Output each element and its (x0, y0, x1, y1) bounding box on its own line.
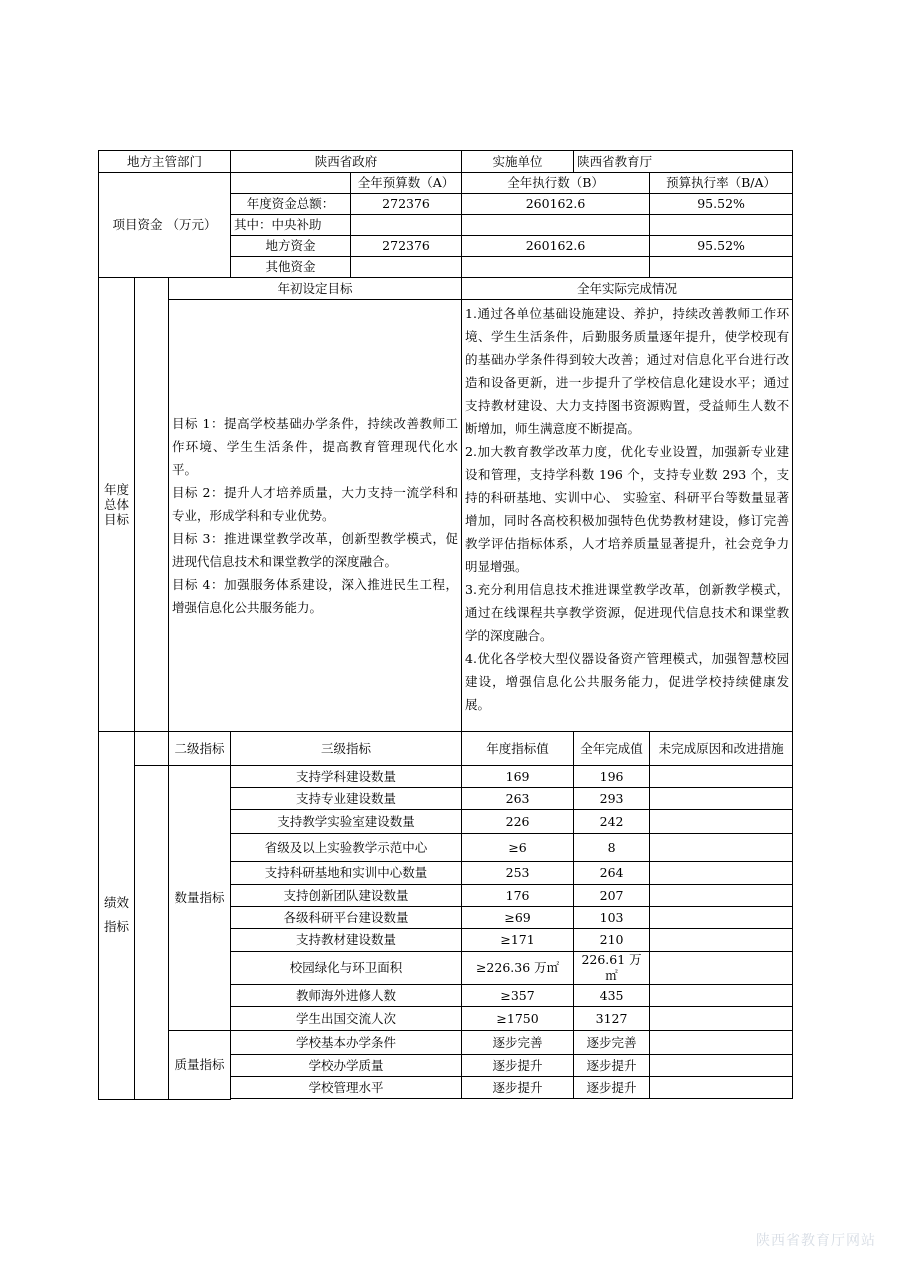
indicator-target: 169 (462, 766, 574, 788)
perf-col-target: 年度指标值 (462, 732, 574, 766)
funds-row-budget: 272376 (351, 236, 462, 257)
unit-value: 陕西省教育厅 (574, 151, 793, 173)
performance-table-document (98, 150, 792, 1100)
indicator-reason (650, 788, 793, 810)
indicator-reason (650, 885, 793, 907)
perf-spacer (135, 766, 169, 1100)
indicator-target: 逐步提升 (462, 1055, 574, 1077)
goals-actual-cell (462, 300, 793, 732)
funds-col-exec: 全年执行数（B） (462, 173, 650, 194)
quality-label: 质量指标 (169, 1031, 231, 1100)
site-watermark: 陕西省教育厅网站 (756, 1233, 876, 1249)
indicator-done: 293 (574, 788, 650, 810)
indicator-name: 教师海外进修人数 (231, 985, 462, 1007)
unit-label: 实施单位 (462, 151, 574, 173)
dept-label: 地方主管部门 (99, 151, 231, 173)
indicator-name: 学校办学质量 (231, 1055, 462, 1077)
table-row (99, 1031, 793, 1055)
result-item: 3.充分利用信息技术推进课堂教学改革，创新教学模式，通过在线课程共享教学资源，促进现代信息技术和课堂教学的深度融合。 (465, 582, 790, 643)
funds-row-budget (351, 257, 462, 278)
indicator-name: 支持教材建设数量 (231, 929, 462, 952)
cut-off-cell (231, 1099, 462, 1100)
indicator-done: 226.61 万㎡ (574, 952, 650, 985)
result-item: 4.优化各学校大型仪器设备资产管理模式，加强智慧校园建设，增强信息化公共服务能力，促进学校持续健康发展。 (465, 651, 790, 712)
indicator-done: 264 (574, 862, 650, 885)
indicator-reason (650, 985, 793, 1007)
indicator-target: 263 (462, 788, 574, 810)
indicator-name: 支持教学实验室建设数量 (231, 810, 462, 834)
perf-header-blank (135, 732, 169, 766)
indicator-reason (650, 1031, 793, 1055)
indicator-reason (650, 952, 793, 985)
indicator-reason (650, 766, 793, 788)
perf-col-done: 全年完成值 (574, 732, 650, 766)
funds-col-budget: 全年预算数（A） (351, 173, 462, 194)
indicator-name: 支持学科建设数量 (231, 766, 462, 788)
indicator-target: 逐步完善 (462, 1031, 574, 1055)
indicator-done: 196 (574, 766, 650, 788)
indicator-done: 210 (574, 929, 650, 952)
funds-row-exec (462, 257, 650, 278)
indicator-target: 逐步提升 (462, 1077, 574, 1099)
indicator-name: 支持科研基地和实训中心数量 (231, 862, 462, 885)
goal-item: 目标 3：推进课堂教学改革，创新型教学模式，促进现代信息技术和课堂教学的深度融合。 (172, 531, 459, 569)
goals-initial-cell (169, 300, 462, 732)
indicator-name: 学校基本办学条件 (231, 1031, 462, 1055)
indicator-target: 253 (462, 862, 574, 885)
cut-off-cell (650, 1099, 793, 1100)
result-item: 2.加大教育教学改革力度，优化专业设置，加强新专业建设和管理，支持学科数 196 个，支持专业数 293 个，支持的科研基地、实训中心、 实验室、科研平台等数量显著增加，同时各高校积极加强特色优势教材建设，修订完善教学评估指标体系，人才培养质量显著提升，社会竞争力明显增强。 (465, 444, 790, 574)
indicator-name: 学校管理水平 (231, 1077, 462, 1099)
indicator-done: 逐步完善 (574, 1031, 650, 1055)
goals-spacer (135, 278, 169, 732)
perf-col-level2: 二级指标 (169, 732, 231, 766)
goal-item: 目标 2：提升人才培养质量，大力支持一流学科和专业，形成学科和专业优势。 (172, 485, 459, 523)
funds-row-rate: 95.52% (650, 194, 793, 215)
quantity-label: 数量指标 (169, 766, 231, 1031)
funds-row-name: 年度资金总额： (231, 194, 351, 215)
indicator-target: ≥69 (462, 907, 574, 929)
funds-header-blank (231, 173, 351, 194)
funds-row-name: 地方资金 (231, 236, 351, 257)
indicator-reason (650, 907, 793, 929)
goals-col-actual: 全年实际完成情况 (462, 278, 793, 300)
indicator-reason (650, 1055, 793, 1077)
indicator-reason (650, 810, 793, 834)
indicator-name: 省级及以上实验教学示范中心 (231, 834, 462, 862)
indicator-target: 226 (462, 810, 574, 834)
funds-col-rate: 预算执行率（B/A） (650, 173, 793, 194)
indicator-done: 207 (574, 885, 650, 907)
header-row (99, 151, 793, 173)
indicator-done: 435 (574, 985, 650, 1007)
table-row (99, 766, 793, 788)
indicator-reason (650, 929, 793, 952)
funds-row-name: 其他资金 (231, 257, 351, 278)
indicator-name: 各级科研平台建设数量 (231, 907, 462, 929)
indicator-reason (650, 862, 793, 885)
funds-row-exec: 260162.6 (462, 236, 650, 257)
funds-row-budget: 272376 (351, 194, 462, 215)
indicator-target: ≥226.36 万㎡ (462, 952, 574, 985)
funds-row-budget (351, 215, 462, 236)
indicator-name: 校园绿化与环卫面积 (231, 952, 462, 985)
indicator-name: 学生出国交流人次 (231, 1007, 462, 1031)
goals-side-label: 年度总体目标 (99, 278, 135, 732)
goal-item: 目标 4：加强服务体系建设，深入推进民生工程，增强信息化公共服务能力。 (172, 577, 459, 615)
indicator-target: ≥6 (462, 834, 574, 862)
indicator-reason (650, 1007, 793, 1031)
indicator-target: ≥1750 (462, 1007, 574, 1031)
indicator-reason (650, 1077, 793, 1099)
funds-label: 项目资金 （万元） (99, 173, 231, 278)
funds-row-exec (462, 215, 650, 236)
indicator-done: 逐步提升 (574, 1077, 650, 1099)
indicator-target: 176 (462, 885, 574, 907)
indicator-done: 3127 (574, 1007, 650, 1031)
result-item: 1.通过各单位基础设施建设、养护，持续改善教师工作环境、学生生活条件，后勤服务质量逐年提升，使学校现有的基础办学条件得到较大改善；通过对信息化平台进行改造和设备更新，进一步提升了学校信息化建设水平；通过支持教材建设、大力支持图书资源购置，受益师生人数不断增加，师生满意度不断提高。 (465, 306, 790, 436)
funds-row-name: 其中：中央补助 (231, 215, 351, 236)
indicator-name: 支持创新团队建设数量 (231, 885, 462, 907)
indicator-reason (650, 834, 793, 862)
goals-col-initial: 年初设定目标 (169, 278, 462, 300)
dept-value: 陕西省政府 (231, 151, 462, 173)
indicator-done: 242 (574, 810, 650, 834)
indicator-done: 103 (574, 907, 650, 929)
cut-off-cell (462, 1099, 574, 1100)
goal-item: 目标 1：提高学校基础办学条件，持续改善教师工作环境、学生生活条件，提高教育管理现代化水平。 (172, 416, 459, 477)
indicator-target: ≥357 (462, 985, 574, 1007)
perf-col-reason: 未完成原因和改进措施 (650, 732, 793, 766)
perf-header-row (99, 732, 793, 766)
funds-row-rate (650, 257, 793, 278)
indicator-done: 8 (574, 834, 650, 862)
indicator-target: ≥171 (462, 929, 574, 952)
perf-col-level3: 三级指标 (231, 732, 462, 766)
funds-row-exec: 260162.6 (462, 194, 650, 215)
perf-side-label: 绩效指标 (99, 732, 135, 1100)
performance-table (98, 150, 793, 1100)
funds-row-rate (650, 215, 793, 236)
indicator-done: 逐步提升 (574, 1055, 650, 1077)
cut-off-cell (574, 1099, 650, 1100)
indicator-name: 支持专业建设数量 (231, 788, 462, 810)
funds-row-rate: 95.52% (650, 236, 793, 257)
